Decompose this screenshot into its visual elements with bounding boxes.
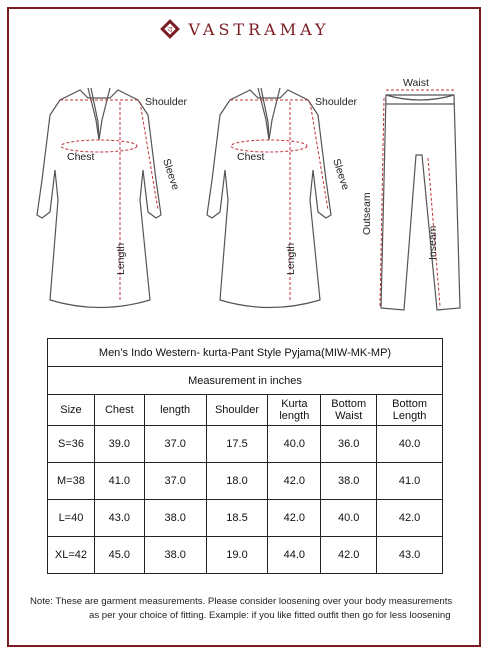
cell-bottom-length: 41.0 [377,463,443,500]
cell-bottom-length: 43.0 [377,537,443,574]
cell-length: 38.0 [144,500,206,537]
cell-shoulder: 19.0 [206,537,268,574]
cell-shoulder: 17.5 [206,426,268,463]
cell-length: 38.0 [144,537,206,574]
cell-bottom-waist: 42.0 [321,537,377,574]
pyjama-diagram [381,95,460,310]
kurta1-length-label: Length [115,242,127,275]
cell-size: S=36 [48,426,95,463]
brand-logo-icon [160,19,180,39]
cell-bottom-waist: 40.0 [321,500,377,537]
cell-size: L=40 [48,500,95,537]
brand-header [0,14,490,44]
table-title: Men’s Indo Western- kurta-Pant Style Pyjama(MIW-MK-MP) [48,339,443,367]
fitting-note [30,595,470,623]
kurta2-sleeve-label: Sleeve [330,157,352,192]
pyjama-inseam-label: Inseam [427,225,439,260]
cell-chest: 39.0 [94,426,144,463]
table-row [48,537,443,574]
kurta2-length-label: Length [285,242,297,275]
header-length: length [144,395,206,426]
note-line-1: Note: These are garment measurements. Please consider loosening over your body measurements [30,596,453,607]
table-row [48,463,443,500]
kurta-back-diagram [207,88,331,308]
size-chart-table [47,338,443,574]
cell-shoulder: 18.5 [206,500,268,537]
cell-shoulder: 18.0 [206,463,268,500]
note-line-2: as per your choice of fitting. Example: if you like fitted outfit then go for less loosening [89,610,451,621]
cell-size: XL=42 [48,537,95,574]
cell-bottom-waist: 38.0 [321,463,377,500]
header-size: Size [48,395,95,426]
kurta2-shoulder-label: Shoulder [315,96,358,108]
header-kurta-length: Kurta length [268,395,321,426]
table-subtitle: Measurement in inches [48,367,443,395]
cell-length: 37.0 [144,426,206,463]
cell-kurta-length: 40.0 [268,426,321,463]
header-chest: Chest [94,395,144,426]
cell-kurta-length: 44.0 [268,537,321,574]
cell-length: 37.0 [144,463,206,500]
table-row [48,426,443,463]
pyjama-outseam-label: Outseam [361,192,373,235]
cell-chest: 43.0 [94,500,144,537]
kurta2-chest-label: Chest [237,151,265,163]
header-bottom-length: Bottom Length [377,395,443,426]
header-shoulder: Shoulder [206,395,268,426]
cell-size: M=38 [48,463,95,500]
kurta1-sleeve-label: Sleeve [160,157,182,192]
cell-chest: 41.0 [94,463,144,500]
measurement-illustrations [0,60,490,330]
cell-kurta-length: 42.0 [268,463,321,500]
cell-kurta-length: 42.0 [268,500,321,537]
brand-name: VASTRAMAY [188,19,330,39]
cell-bottom-length: 40.0 [377,426,443,463]
cell-chest: 45.0 [94,537,144,574]
svg-text:ব: ব [167,25,173,36]
kurta-front-diagram [37,88,161,308]
cell-bottom-length: 42.0 [377,500,443,537]
kurta1-shoulder-label: Shoulder [145,96,188,108]
pyjama-waist-label: Waist [403,77,429,89]
table-row [48,500,443,537]
header-bottom-waist: Bottom Waist [321,395,377,426]
cell-bottom-waist: 36.0 [321,426,377,463]
kurta1-chest-label: Chest [67,151,95,163]
